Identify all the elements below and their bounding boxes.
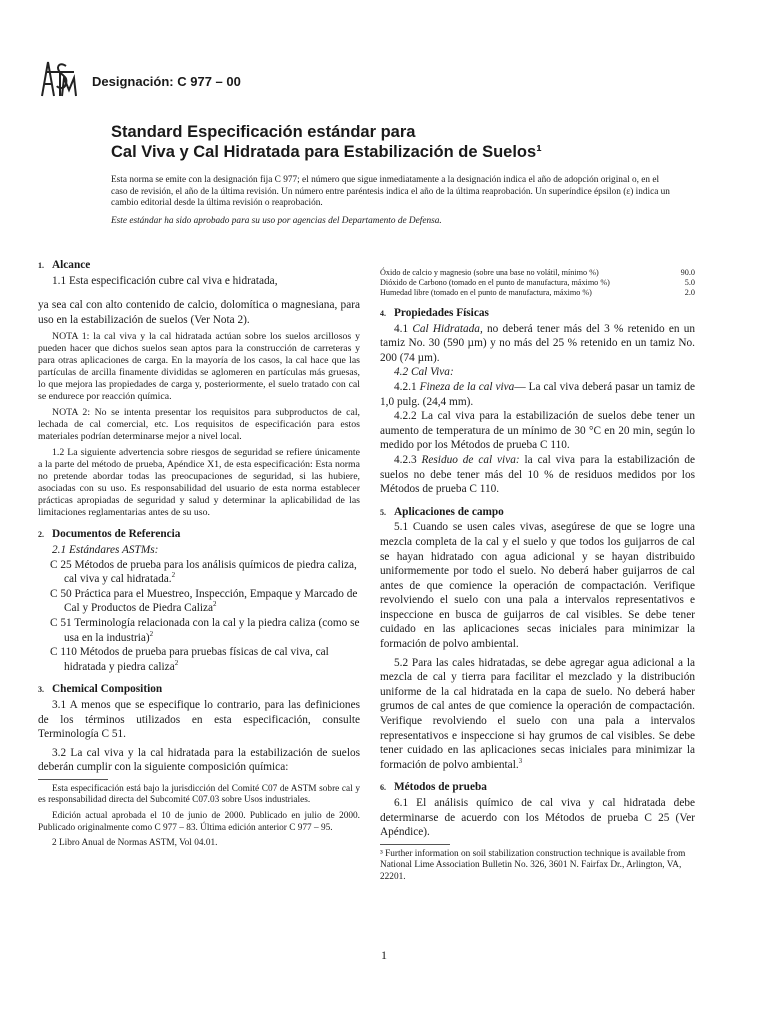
astm-logo-icon <box>38 56 78 100</box>
footnote-3: ³ Further information on soil stabilization construction technique is available from National Lime Association Bulletin No. 326, 3601 N. Fairfax Dr., Arlington, VA, 22201. <box>380 848 686 882</box>
paragraph-4-2-2: 4.2.2 La cal viva para la estabilización de suelos debe tener un aumento de temperatura de un mínimo de 30 °C en 20 min, según lo medido por los Métodos de prueba C 110. <box>380 410 695 452</box>
section-title: Aplicaciones de campo <box>394 505 504 518</box>
title-line-2: Cal Viva y Cal Hidratada para Estabilización de Suelos¹ <box>111 143 542 161</box>
section-title: Alcance <box>52 259 91 271</box>
section-5-heading <box>380 505 695 521</box>
designation: Designación: C 977 – 00 <box>92 74 241 89</box>
section-title: Propiedades Físicas <box>394 307 489 319</box>
composition-row <box>380 268 695 278</box>
section-number: 6. <box>380 783 386 793</box>
paragraph-4-2-1: 4.2.1 Fineza de la cal viva— La cal viva deberá pasar un tamiz de 1,0 pulg. (24,4 mm). <box>380 380 695 408</box>
composition-row <box>380 278 695 288</box>
paragraph-4-2: 4.2 Cal Viva: <box>394 366 454 379</box>
issuance-statement: Esta norma se emite con la designación fija C 977; el número que sigue inmediatamente a la designación indica el año de adopción original o, en el caso de revisión, el año de la última revisión. Un número entre paréntesis indica el año de la última reaprobación. Un superíndice épsilon (ε) indica un cambio editorial desde la última revisión o reaprobación. <box>111 175 670 209</box>
section-4-heading <box>380 306 695 322</box>
reference-c25: C 25 Métodos de prueba para los análisis químicos de piedra caliza, cal viva y cal hidratada.$^2$ <box>50 558 357 586</box>
composition-label: Óxido de calcio y magnesio (sobre una base no volátil, mínimo %) <box>380 268 599 277</box>
paragraph-5-1: 5.1 Cuando se usen cales vivas, asegúrese de que se logre una mezcla completa de la cal y el suelo y que todos los guijarros de cal se hayan hidratado con agua adicional y se hayan distribuido uniformemente por todo el suelo. No deberá haber guijarros de cal antes de que comience la operación de compactación. Verifique revolviendo el suelo con una pala a intervalos representativos e inspeccione en busca de guijarros de cal visibles. Se debe tener cuidado en las aplicaciones secas iniciales para minimizar la formación de polvo ambiental. <box>380 521 695 651</box>
footnote-divider <box>38 779 108 780</box>
footnote-2: 2 Libro Anual de Normas ASTM, Vol 04.01. <box>52 838 218 849</box>
composition-value: 90.0 <box>680 268 695 277</box>
paragraph-4-2-3: 4.2.3 Residuo de cal viva: la cal viva para la estabilización de suelos no debe tener más del 10 % de residuos medidos por los Métodos de prueba C 110. <box>380 453 696 496</box>
page-number: 1 <box>381 948 387 962</box>
section-number: 2. <box>38 530 44 540</box>
section-title: Métodos de prueba <box>394 781 487 794</box>
composition-value: 2.0 <box>684 288 695 297</box>
subsection-2-1: 2.1 Estándares ASTMs: <box>52 543 159 556</box>
paragraph-1-1a: 1.1 Esta especificación cubre cal viva e hidratada, <box>52 274 278 287</box>
note-1: NOTA 1: la cal viva y la cal hidratada actúan sobre los suelos arcillosos y pueden hacer que dichos suelos sean aptos para la construcción de carreteras y para otras aplicaciones de carga. En la mayoría de los casos, la cal hace que las partículas de arcilla finamente divididas se aglomeren en partículas más gruesas, lo que mejora las propiedades de carga y, posteriormente, el suelo tratado con cal se endurece por reacción química. <box>38 331 360 403</box>
paragraph-5-2: 5.2 Para las cales hidratadas, se debe agregar agua adicional a la mezcla de cal y tierra para facilitar el mezclado y la distribución uniforme de la cal hidratada en la capa de suelo. No deberá haber grumos de cal antes de que comience la operación de compactación. Verifique revolviendo el suelo con una pala a intervalos representativos e inspeccione si hay grumos de cal visibles. Se debe tener cuidado en las aplicaciones secas iniciales para minimizar la formación de polvo ambiental.$^3$ <box>380 656 695 771</box>
composition-row <box>380 288 695 298</box>
astm-logo <box>38 56 78 100</box>
composition-value: 5.0 <box>684 278 695 287</box>
reference-c50: C 50 Práctica para el Muestreo, Inspección, Empaque y Marcado de Cal y Productos de Piedra Caliza$^2$ <box>50 587 358 615</box>
paragraph-3-2: 3.2 La cal viva y la cal hidratada para la estabilización de suelos deberán cumplir con la siguiente composición química: <box>38 746 360 774</box>
chemical-composition-table <box>380 268 695 298</box>
section-1-heading <box>38 258 360 274</box>
section-title: Chemical Composition <box>52 683 163 696</box>
section-number: 4. <box>380 309 386 318</box>
footnote-divider <box>380 844 450 845</box>
section-number: 5. <box>380 507 386 517</box>
section-title: Documentos de Referencia <box>52 528 181 541</box>
footnote-1a: Esta especificación está bajo la jurisdicción del Comité C07 de ASTM sobre cal y es responsabilidad directa del Subcomité C07.03 sobre Usos industriales. <box>38 783 360 806</box>
right-column <box>380 268 695 884</box>
document-title <box>111 122 671 162</box>
dod-approval-note: Este estándar ha sido aprobado para su uso por agencias del Departamento de Defensa. <box>111 216 442 226</box>
composition-label: Humedad libre (tomado en el punto de manufactura, máximo %) <box>380 288 592 297</box>
paragraph-6-1: 6.1 El análisis químico de cal viva y cal hidratada debe determinarse de acuerdo con los Métodos de prueba C 25 (Ver Apéndice). <box>380 797 695 839</box>
composition-label: Dióxido de Carbono (tomado en el punto de manufactura, máximo %) <box>380 278 610 287</box>
paragraph-3-1: 3.1 A menos que se especifique lo contrario, para las definiciones de los términos utilizados en esta especificación, consulte Terminología C 51. <box>38 698 360 741</box>
paragraph-4-1: 4.1 Cal Hidratada, no deberá tener más del 3 % retenido en un tamiz No. 30 (590 µm) y no más del 25 % retenido en un tamiz No. 200 (74 µm). <box>380 322 696 364</box>
section-2-heading <box>38 527 360 543</box>
note-2: NOTA 2: No se intenta presentar los requisitos para subproductos de cal, lechada de cal comercial, etc. Los requisitos de especificación para estos materiales podrían determinarse mejor a nivel local. <box>38 407 360 443</box>
section-3-heading <box>38 682 360 698</box>
section-number: 3. <box>38 685 44 695</box>
paragraph-1-2: 1.2 La siguiente advertencia sobre riesgos de seguridad se refiere únicamente a la parte del método de prueba, Apéndice X1, de esta especificación: Esta norma no pretende abordar todas las preocupaciones de seguridad, si las hubiere, asociadas con su uso. Es responsabilidad del usuario de esta norma establecer prácticas apropiadas de seguridad y salud y determinar la aplicabilidad de las limitaciones reglamentarias antes de su uso. <box>38 447 360 519</box>
reference-c51: C 51 Terminología relacionada con la cal y la piedra caliza (como se usa en la industria)$^2$ <box>50 616 360 644</box>
reference-c110: C 110 Métodos de prueba para pruebas físicas de cal viva, cal hidratada y piedra caliza$^2$ <box>50 646 329 673</box>
left-column <box>38 250 360 850</box>
title-line-1: Standard Especificación estándar para <box>111 123 416 141</box>
section-number: 1. <box>38 261 44 270</box>
paragraph-1-1b: ya sea cal con alto contenido de calcio, dolomítica o magnesiana, para uso en la estabilización de suelos (Ver Nota 2). <box>38 299 360 326</box>
footnote-1b: Edición actual aprobada el 10 de junio de 2000. Publicado en julio de 2000. Publicado originalmente como C 977 – 83. Última edición anterior C 977 – 95. <box>38 811 360 833</box>
section-6-heading <box>380 780 695 796</box>
